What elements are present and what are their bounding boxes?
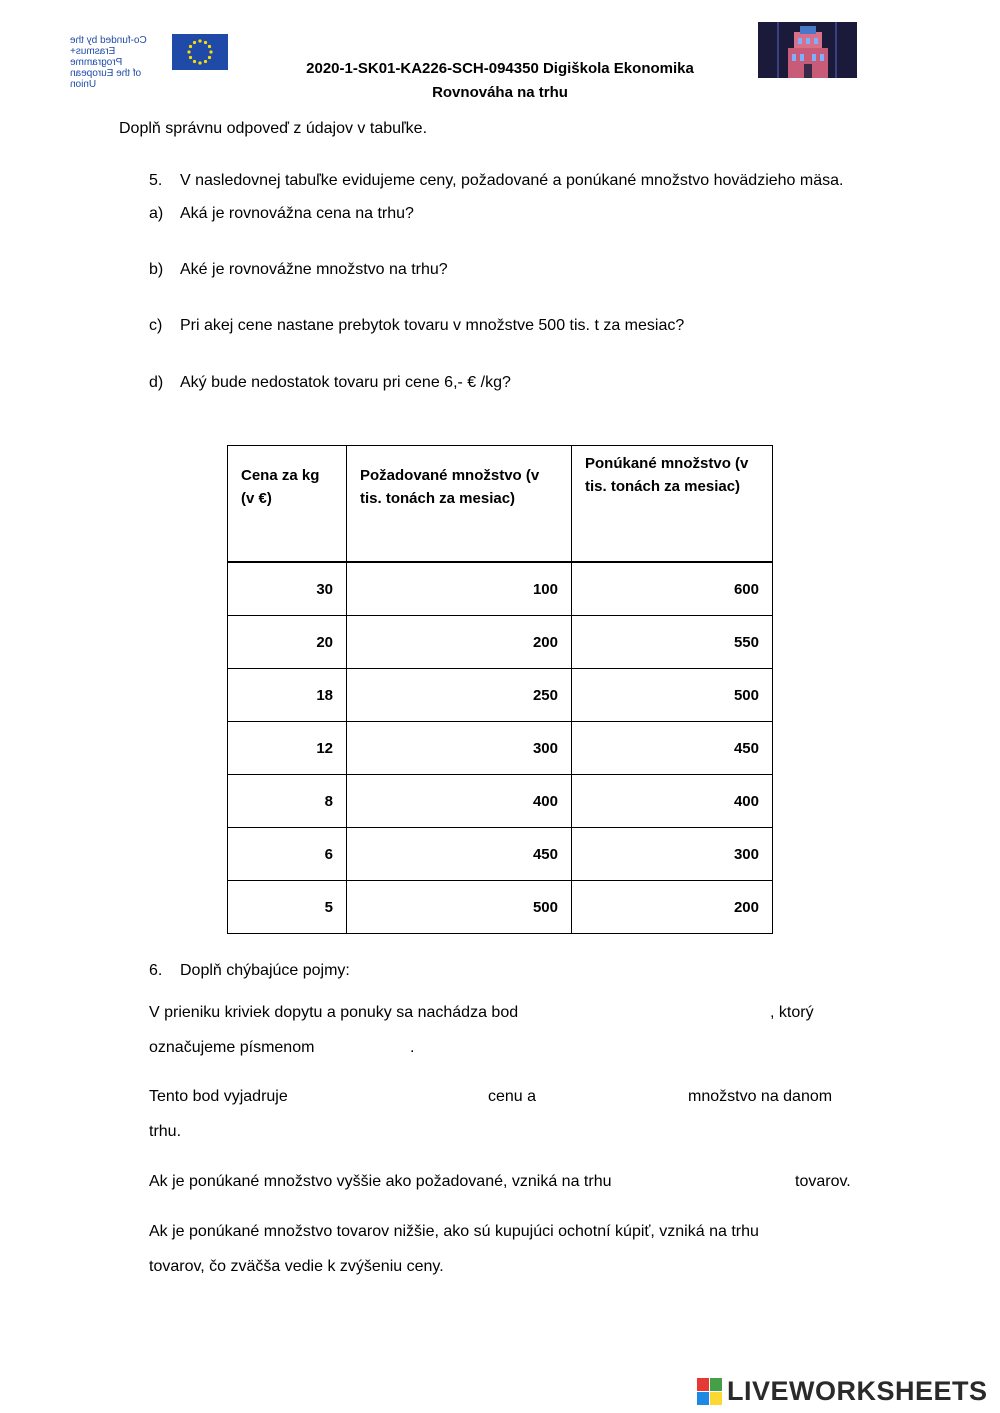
header-supply: Ponúkané množstvo (v tis. tonách za mesiac) (572, 446, 773, 563)
project-code: 2020-1-SK01-KA226-SCH-094350 Digiškola Ekonomika (306, 60, 694, 77)
paragraph-2-end: trhu. (149, 1123, 182, 1140)
supply-cell: 600 (572, 562, 773, 616)
table-row (228, 562, 773, 616)
eu-logo-text: Co-funded by the Erasmus+ Programme of the European Union (70, 35, 147, 90)
table-header-row (228, 446, 773, 563)
price-cell: 20 (228, 616, 347, 669)
paragraph-1-start: V prieniku kriviek dopytu a ponuky sa nachádza bod (149, 1004, 519, 1021)
question-5-number: 5. (149, 172, 163, 189)
liveworksheets-brand: LIVEWORKSHEETS (727, 1376, 988, 1406)
paragraph-2-continue: množstvo na danom (688, 1088, 833, 1105)
paragraph-4-end: tovarov, čo zväčša vedie k zvýšeniu ceny. (149, 1258, 444, 1275)
supply-demand-table (227, 445, 773, 934)
price-cell: 5 (228, 881, 347, 934)
question-5-text: V nasledovnej tabuľke evidujeme ceny, požadované a ponúkané množstvo hovädzieho mäsa. (180, 172, 844, 189)
table-row (228, 828, 773, 881)
paragraph-1-line2: označujeme písmenom (149, 1039, 315, 1056)
question-5c-label: c) (149, 317, 163, 334)
demand-cell: 400 (347, 775, 572, 828)
paragraph-4-start: Ak je ponúkané množstvo tovarov nižšie, ako sú kupujúci ochotní kúpiť, vzniká na trhu (149, 1223, 759, 1240)
question-5d-text: Aký bude nedostatok tovaru pri cene 6,- € /kg? (180, 374, 511, 391)
paragraph-2-start: Tento bod vyjadruje (149, 1088, 288, 1105)
question-5a-label: a) (149, 205, 164, 222)
paragraph-2-middle: cenu a (488, 1088, 537, 1105)
header-demand: Požadované množstvo (v tis. tonách za mesiac) (347, 446, 572, 563)
supply-cell: 400 (572, 775, 773, 828)
price-cell: 6 (228, 828, 347, 881)
demand-cell: 100 (347, 562, 572, 616)
demand-cell: 500 (347, 881, 572, 934)
question-5b-text: Aké je rovnovážne množstvo na trhu? (180, 261, 448, 278)
supply-cell: 200 (572, 881, 773, 934)
liveworksheets-icon (697, 1378, 723, 1406)
demand-cell: 300 (347, 722, 572, 775)
paragraph-1-continue: , ktorý (770, 1004, 814, 1021)
question-5d-label: d) (149, 374, 164, 391)
price-cell: 12 (228, 722, 347, 775)
price-cell: 18 (228, 669, 347, 722)
demand-cell: 450 (347, 828, 572, 881)
supply-cell: 500 (572, 669, 773, 722)
question-6-number: 6. (149, 962, 163, 979)
paragraph-1-end: . (410, 1039, 415, 1056)
paragraph-3-start: Ak je ponúkané množstvo vyššie ako požadované, vzniká na trhu (149, 1173, 612, 1190)
question-5a-text: Aká je rovnovážna cena na trhu? (180, 205, 414, 222)
supply-cell: 550 (572, 616, 773, 669)
table-row (228, 616, 773, 669)
table-row (228, 669, 773, 722)
question-5b-label: b) (149, 261, 164, 278)
price-cell: 8 (228, 775, 347, 828)
table-row (228, 881, 773, 934)
header-price: Cena za kg (v €) (228, 446, 347, 563)
demand-cell: 200 (347, 616, 572, 669)
supply-cell: 300 (572, 828, 773, 881)
question-5c-text: Pri akej cene nastane prebytok tovaru v množstve 500 tis. t za mesiac? (180, 317, 685, 334)
question-6-text: Doplň chýbajúce pojmy: (180, 962, 350, 979)
worksheet-title: Rovnováha na trhu (432, 84, 568, 101)
demand-cell: 250 (347, 669, 572, 722)
table-row (228, 775, 773, 828)
table-row (228, 722, 773, 775)
price-cell: 30 (228, 562, 347, 616)
supply-cell: 450 (572, 722, 773, 775)
paragraph-3-end: tovarov. (795, 1173, 851, 1190)
instruction-text: Doplň správnu odpoveď z údajov v tabuľke. (119, 120, 428, 137)
